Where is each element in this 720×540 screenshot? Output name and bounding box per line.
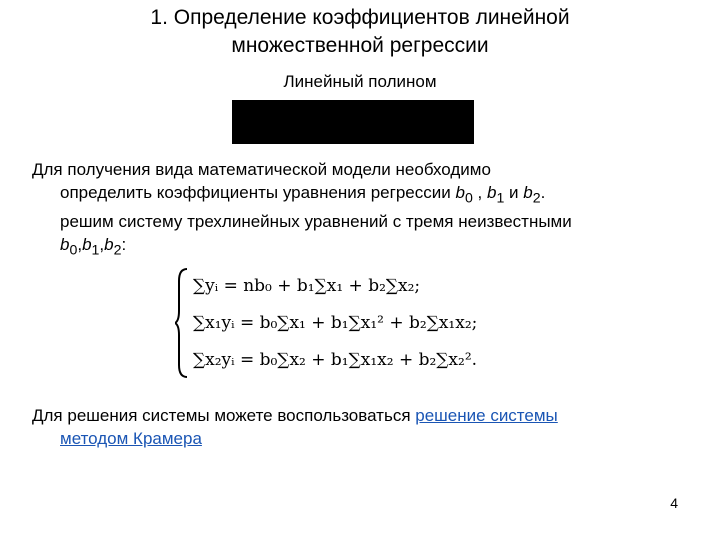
formula-image-placeholder [232,100,474,144]
cramer-line-2 [32,427,702,450]
colon: : [121,235,127,255]
equation-3: ∑x₂yᵢ = b₀∑x₂ + b₁∑x₁x₂ + b₂∑x₂². [193,350,478,370]
var-b: b [60,235,70,255]
cramer-paragraph [32,404,702,450]
sub-1: 1 [496,190,505,207]
var-b: b [486,183,497,202]
comma: , [77,235,83,255]
slide-title [0,4,720,60]
var-b: b [523,183,533,202]
title-line-1: 1. Определение коэффициентов линейной [150,6,570,29]
sub-0: 0 [69,242,78,259]
var-b: b [104,235,114,255]
equation-1: ∑yᵢ = nb₀ + b₁∑x₁ + b₂∑x₂; [193,276,421,296]
intro-line-2-text: определить коэффициенты уравнения регрессии [60,183,456,202]
intro-paragraph [32,158,702,263]
cramer-link-part2[interactable]: методом Крамера [60,429,202,448]
intro-line-4 [32,233,702,262]
left-brace-icon [175,269,187,377]
equation-system-svg [175,265,545,380]
sep: , [472,183,487,202]
intro-line-3: решим систему трехлинейных уравнений с тремя неизвестными [60,212,572,232]
intro-line-1: Для получения вида математической модели необходимо [32,160,491,179]
var-b: b [455,183,465,202]
equation-2: ∑x₁yᵢ = b₀∑x₁ + b₁∑x₁² + b₂∑x₁x₂; [193,313,478,333]
comma: , [99,235,105,255]
sub-1: 1 [91,242,100,259]
and-text: и [504,183,524,202]
subtitle: Линейный полином [283,72,437,91]
equation-system [175,265,545,380]
sub-0: 0 [464,190,473,207]
page-number: 4 [670,495,678,511]
cramer-link-part1[interactable]: решение системы [415,406,558,425]
sub-2: 2 [113,242,122,259]
sub-2: 2 [532,190,541,207]
cramer-text: Для решения системы можете воспользоваться [32,406,416,425]
title-line-2: множественной регрессии [231,34,489,57]
dot: . [540,183,546,202]
var-b: b [82,235,92,255]
intro-line-2 [32,181,702,210]
